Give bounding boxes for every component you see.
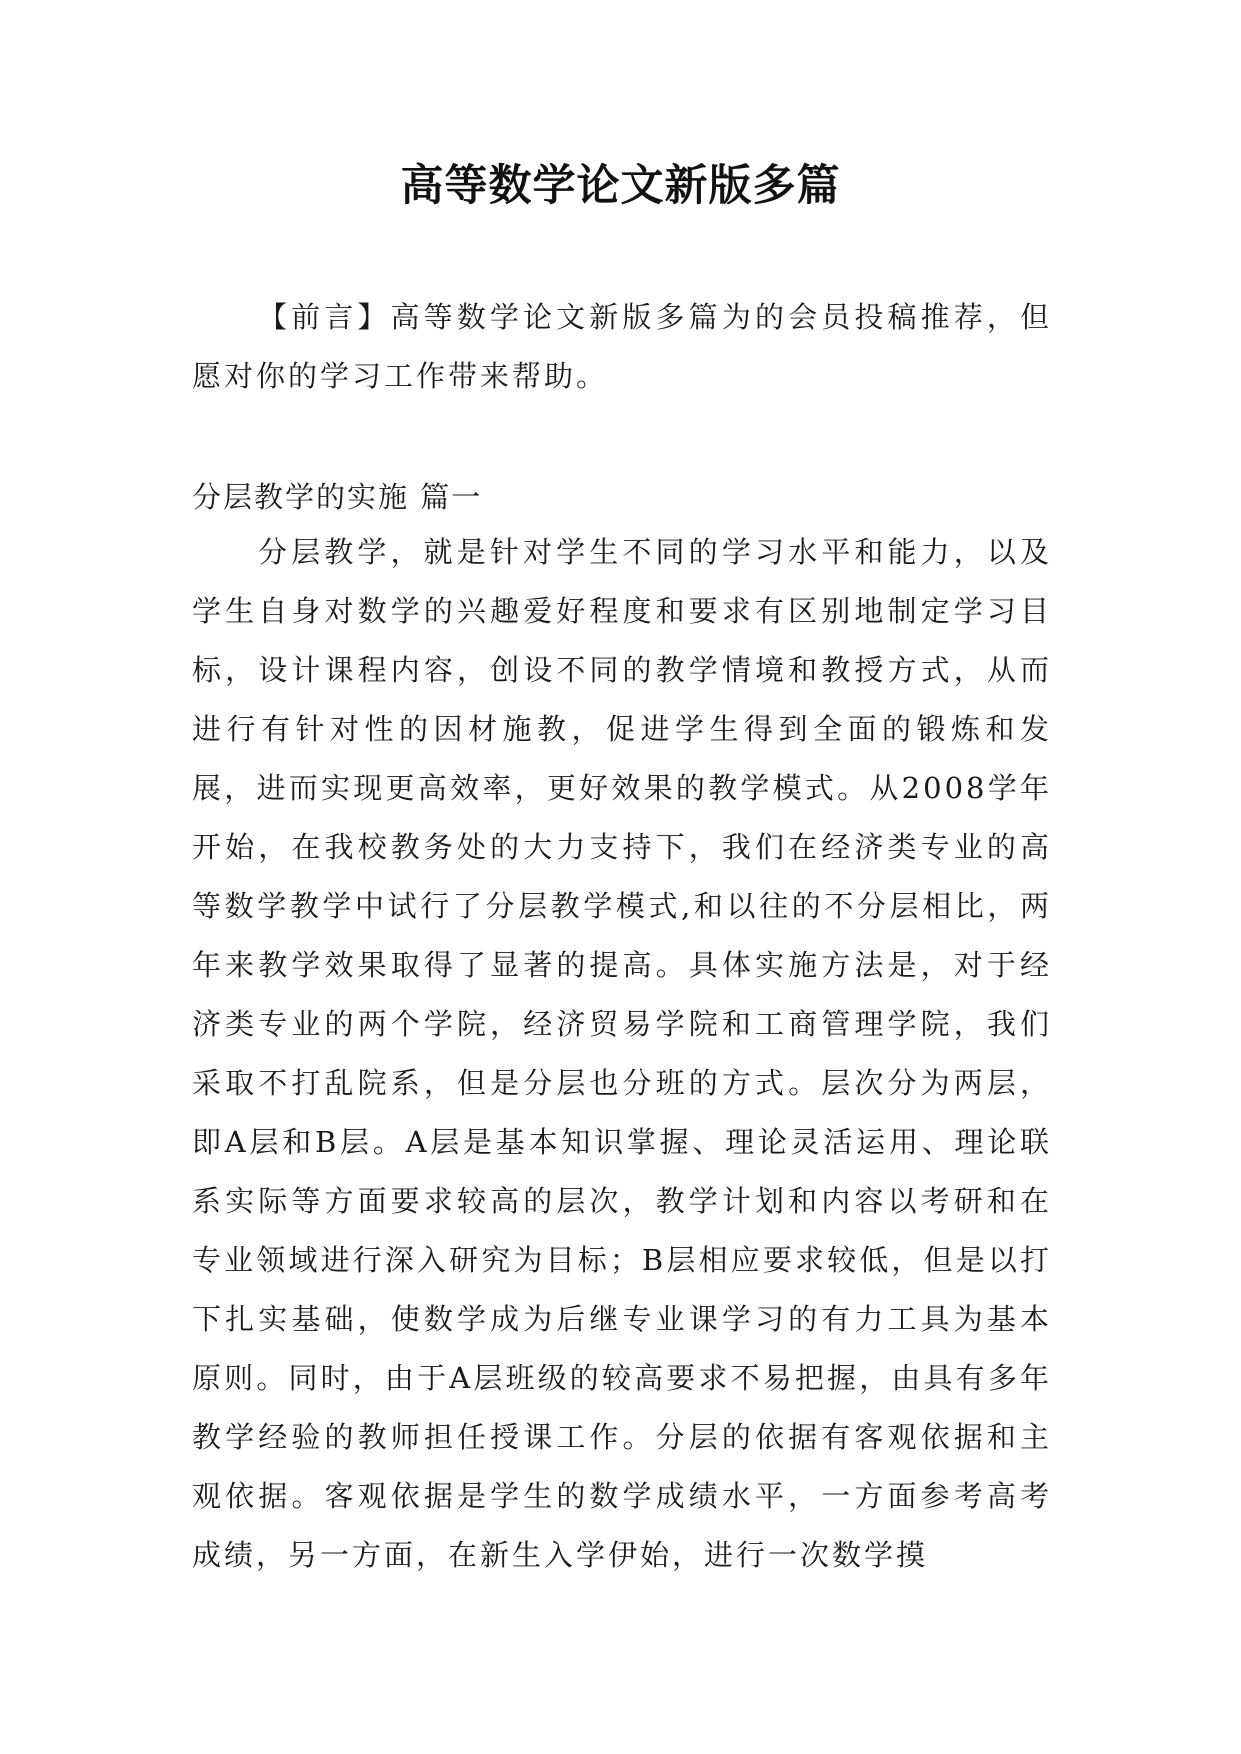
preface-paragraph: 【前言】高等数学论文新版多篇为的会员投稿推荐，但愿对你的学习工作带来帮助。 <box>192 300 1052 393</box>
section-heading: 分层教学的实施 篇一 <box>192 480 483 514</box>
body-paragraph: 分层教学，就是针对学生不同的学习水平和能力，以及学生自身对数学的兴趣爱好程度和要求有区别地制定学习目标，设计课程内容，创设不同的教学情境和教授方式，从而进行有针对性的因材施教，促进学生得到全面的锻炼和发展，进而实现更高效率，更好效果的教学模式。从2008学年开始，在我校教务处的大力支持下，我们在经济类专业的高等数学教学中试行了分层教学模式,和以往的不分层相比，两年来教学效果取得了显著的提高。具体实施方法是，对于经济类专业的两个学院，经济贸易学院和工商管理学院，我们采取不打乱院系，但是分层也分班的方式。层次分为两层，即A层和B层。A层是基本知识掌握、理论灵活运用、理论联系实际等方面要求较高的层次，教学计划和内容以考研和在专业领域进行深入研究为目标；B层相应要求较低，但是以打下扎实基础，使数学成为后继专业课学习的有力工具为基本原则。同时，由于A层班级的较高要求不易把握，由具有多年教学经验的教师担任授课工作。分层的依据有客观依据和主观依据。客观依据是学生的数学成绩水平，一方面参考高考成绩，另一方面，在新生入学伊始，进行一次数学摸 <box>192 535 1052 1572</box>
document-title: 高等数学论文新版多篇 <box>400 161 841 211</box>
